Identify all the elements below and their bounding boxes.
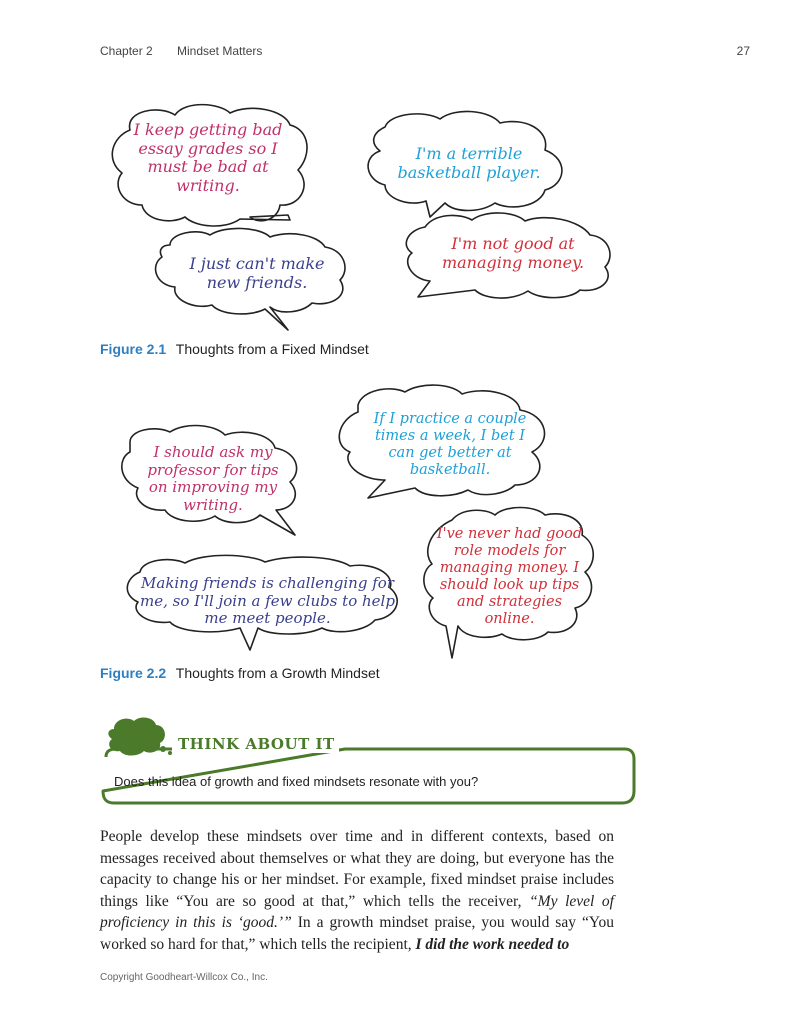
body-italic-phrase: I did the work needed to	[415, 935, 570, 953]
think-about-it-heading: THINK ABOUT IT	[174, 735, 339, 753]
growth-writing-thought: I should ask my professor for tips on improving my writing.	[147, 443, 279, 514]
body-text-run: People develop these mindsets over time and in different contexts, based on messages received about themselves or what they are doing, but everyone has the capacity to change his or her mindset. For example, fixed mindset praise includes things like “You are so good at that,” which tells the receiver,	[100, 828, 614, 910]
figure-fixed-mindset	[100, 95, 660, 335]
fixed-writing-thought: I keep getting bad essay grades so I must be bad at writing.	[133, 120, 283, 196]
figure-caption	[100, 341, 369, 357]
growth-money-thought: I've never had good role models for managing money. I should look up tips and strategies online.	[436, 526, 583, 627]
thought-cloud-icon	[108, 718, 172, 756]
figure-label: Figure 2.2	[100, 665, 167, 681]
figure-caption-text: Thoughts from a Growth Mindset	[175, 665, 380, 681]
body-text-run: In a growth mindset praise, you would say “You worked so hard for that,” which tells the recipient,	[100, 914, 614, 953]
figure-label: Figure 2.1	[100, 341, 167, 357]
growth-basketball-thought: If I practice a couple times a week, I bet I can get better at basketball.	[373, 411, 527, 478]
copyright-footer: Copyright Goodheart-Willcox Co., Inc.	[100, 972, 268, 983]
fixed-friends-thought: I just can't make new friends.	[189, 254, 325, 292]
figure-growth-mindset	[100, 380, 660, 665]
chapter-number: Chapter 2	[100, 44, 153, 58]
fixed-basketball-thought: I'm a terrible basketball player.	[397, 144, 541, 182]
body-paragraph	[100, 826, 614, 955]
page-number: 27	[736, 44, 750, 58]
fixed-money-thought: I'm not good at managing money.	[441, 234, 585, 272]
figure-caption-text: Thoughts from a Fixed Mindset	[175, 341, 369, 357]
think-box-frame	[100, 713, 635, 805]
think-about-it-box	[100, 713, 635, 805]
body-italic-quote: “My level of proficiency in this is ‘good.’”	[100, 892, 614, 931]
chapter-title: Mindset Matters	[177, 44, 263, 58]
growth-friends-thought: Making friends is challenging for me, so I'll join a few clubs to help me meet people.	[140, 574, 395, 628]
figure-caption	[100, 665, 380, 681]
think-about-it-question: Does this idea of growth and fixed mindsets resonate with you?	[114, 774, 479, 789]
